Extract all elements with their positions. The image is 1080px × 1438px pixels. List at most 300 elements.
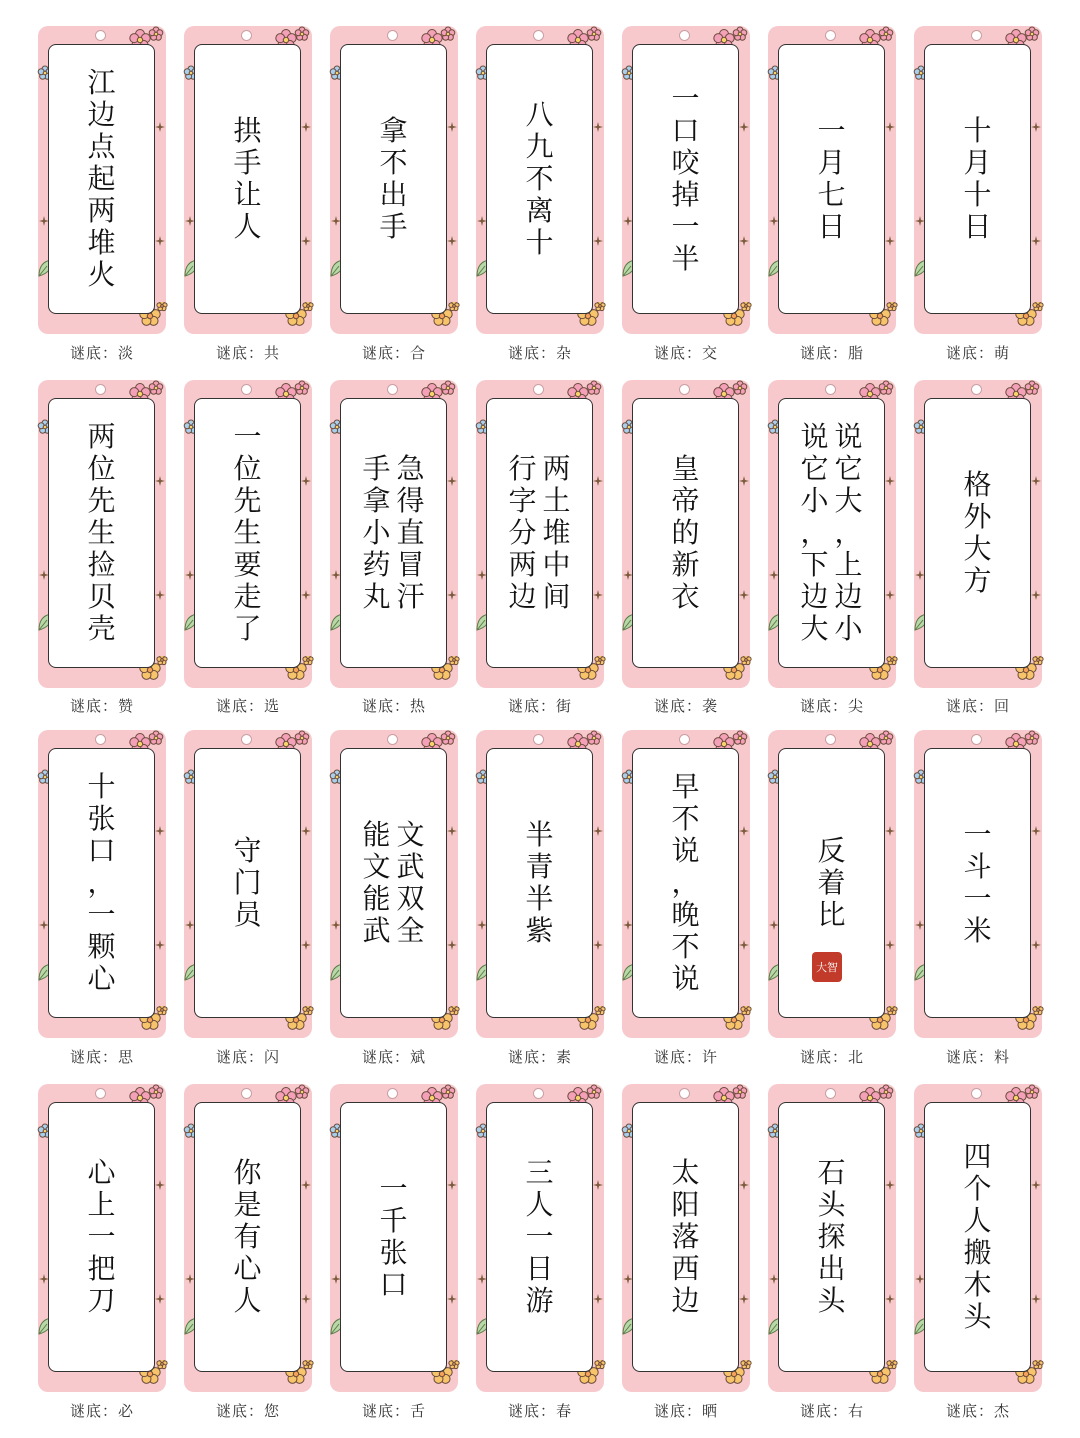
riddle-line [362, 819, 390, 947]
riddle-line [817, 1157, 845, 1317]
sparkle-icon [1031, 476, 1041, 486]
sparkle-icon [301, 1294, 311, 1304]
riddle-line [87, 421, 115, 645]
riddle-char: 张 [379, 1236, 408, 1269]
riddle-char: 游 [525, 1284, 554, 1317]
sparkle-icon [447, 940, 457, 950]
riddle-char: 文 [396, 818, 425, 851]
riddle-line [233, 421, 261, 645]
riddle-card [330, 1084, 458, 1392]
riddle-char: 你 [233, 1156, 262, 1189]
riddle-line [671, 453, 699, 613]
bookmark-hole [679, 1088, 690, 1099]
riddle-char: ， [800, 516, 829, 549]
riddle-answer: 谜底：思 [69, 1048, 134, 1066]
riddle-card [38, 1084, 166, 1392]
sparkle-icon [593, 590, 603, 600]
riddle-char: 守 [233, 834, 262, 867]
sparkle-icon [885, 476, 895, 486]
riddle-char: 小 [834, 612, 863, 645]
riddle-line [233, 1157, 261, 1317]
sparkle-icon [593, 826, 603, 836]
riddle-text-panel [194, 1102, 301, 1372]
riddle-char: 月 [817, 146, 846, 179]
riddle-text-panel [778, 398, 885, 668]
riddle-line [963, 819, 991, 947]
riddle-line [87, 67, 115, 291]
riddle-answer: 谜底：袭 [653, 697, 718, 715]
sparkle-icon [155, 1180, 165, 1190]
riddle-char: 手 [233, 146, 262, 179]
riddle-char: 员 [233, 898, 262, 931]
riddle-char: 的 [671, 516, 700, 549]
riddle-char: 大 [834, 484, 863, 517]
riddle-char: 心 [233, 1252, 262, 1285]
riddle-char: 土 [542, 484, 571, 517]
bookmark-hole [533, 30, 544, 41]
riddle-char: 堆 [542, 516, 571, 549]
sparkle-icon [593, 940, 603, 950]
riddle-char: 要 [233, 548, 262, 581]
sparkle-icon [301, 122, 311, 132]
bookmark-hole [825, 1088, 836, 1099]
riddle-char: 位 [233, 452, 262, 485]
riddle-char: 一 [87, 1220, 116, 1253]
riddle-char: 边 [87, 98, 116, 131]
riddle-card [622, 380, 750, 688]
riddle-char: 日 [525, 1252, 554, 1285]
riddle-char: 手 [362, 452, 391, 485]
riddle-line [671, 771, 699, 995]
sparkle-icon [885, 122, 895, 132]
riddle-char: ， [834, 516, 863, 549]
riddle-char: 一 [87, 898, 116, 931]
riddle-card [768, 730, 896, 1038]
riddle-char: 口 [379, 1268, 408, 1301]
riddle-char: 冒 [396, 548, 425, 581]
riddle-char: 人 [525, 1188, 554, 1221]
riddle-char: 一 [671, 210, 700, 243]
riddle-char: 得 [396, 484, 425, 517]
riddle-char: 新 [671, 548, 700, 581]
bookmark-hole [533, 1088, 544, 1099]
riddle-char: 堆 [87, 226, 116, 259]
sparkle-icon [301, 236, 311, 246]
riddle-char: 半 [525, 882, 554, 915]
riddle-answer: 谜底：许 [653, 1048, 718, 1066]
riddle-char: 日 [963, 210, 992, 243]
riddle-char: 人 [233, 210, 262, 243]
riddle-char: 日 [817, 210, 846, 243]
riddle-char: 头 [817, 1188, 846, 1221]
sparkle-icon [593, 1294, 603, 1304]
riddle-char: 小 [362, 516, 391, 549]
riddle-char: 月 [963, 146, 992, 179]
riddle-char: 药 [362, 548, 391, 581]
riddle-char: 方 [963, 564, 992, 597]
riddle-char: 双 [396, 882, 425, 915]
riddle-card [476, 1084, 604, 1392]
sparkle-icon [155, 476, 165, 486]
riddle-char: 武 [396, 850, 425, 883]
riddle-text-panel [48, 44, 155, 314]
riddle-char: 人 [963, 1204, 992, 1237]
riddle-line [963, 469, 991, 597]
sparkle-icon [885, 940, 895, 950]
riddle-char: 生 [233, 516, 262, 549]
riddle-char: 把 [87, 1252, 116, 1285]
riddle-char: 口 [671, 114, 700, 147]
bookmark-hole [387, 30, 398, 41]
riddle-char: 小 [800, 484, 829, 517]
riddle-answer: 谜底：街 [507, 697, 572, 715]
riddle-card [330, 26, 458, 334]
riddle-char: 衣 [671, 580, 700, 613]
riddle-char: 生 [87, 516, 116, 549]
bookmark-hole [971, 30, 982, 41]
bookmark-hole [825, 30, 836, 41]
riddle-char: 格 [963, 468, 992, 501]
riddle-char: 火 [87, 258, 116, 291]
riddle-char: 七 [817, 178, 846, 211]
riddle-char: 下 [800, 548, 829, 581]
riddle-card [184, 380, 312, 688]
riddle-char: 全 [396, 914, 425, 947]
riddle-line [817, 835, 845, 931]
sparkle-icon [885, 1294, 895, 1304]
riddle-line [87, 771, 115, 995]
riddle-char: 一 [671, 82, 700, 115]
riddle-line [963, 115, 991, 243]
sparkle-icon [155, 236, 165, 246]
riddle-text-panel [48, 398, 155, 668]
sparkle-icon [739, 476, 749, 486]
riddle-char: 咬 [671, 146, 700, 179]
riddle-char: 出 [817, 1252, 846, 1285]
riddle-card [914, 1084, 1042, 1392]
riddle-line [397, 453, 425, 613]
riddle-char: 心 [87, 962, 116, 995]
sparkle-icon [155, 826, 165, 836]
bookmark-hole [533, 734, 544, 745]
riddle-char: 点 [87, 130, 116, 163]
riddle-char: 刀 [87, 1284, 116, 1317]
sparkle-icon [447, 826, 457, 836]
riddle-answer: 谜底：您 [215, 1402, 280, 1420]
riddle-card [768, 380, 896, 688]
riddle-char: 两 [87, 194, 116, 227]
riddle-char: 拿 [362, 484, 391, 517]
riddle-card [622, 730, 750, 1038]
bookmark-hole [971, 734, 982, 745]
riddle-card [914, 26, 1042, 334]
bookmark-hole [533, 384, 544, 395]
riddle-char: 江 [87, 66, 116, 99]
riddle-answer: 谜底：选 [215, 697, 280, 715]
riddle-char: 分 [508, 516, 537, 549]
riddle-char: ， [671, 866, 700, 899]
riddle-char: 不 [671, 930, 700, 963]
riddle-char: 颗 [87, 930, 116, 963]
riddle-char: 一 [963, 882, 992, 915]
riddle-char: 间 [542, 580, 571, 613]
riddle-char: 石 [817, 1156, 846, 1189]
riddle-char: 十 [963, 114, 992, 147]
sparkle-icon [739, 1180, 749, 1190]
riddle-card [768, 26, 896, 334]
riddle-text-panel [778, 1102, 885, 1372]
riddle-answer: 谜底：北 [799, 1048, 864, 1066]
bookmark-hole [241, 30, 252, 41]
riddle-card [184, 730, 312, 1038]
riddle-char: 离 [525, 194, 554, 227]
riddle-char: 阳 [671, 1188, 700, 1221]
riddle-char: 个 [963, 1172, 992, 1205]
sparkle-icon [593, 122, 603, 132]
riddle-char: 说 [671, 962, 700, 995]
riddle-answer: 谜底：回 [945, 697, 1010, 715]
riddle-char: 汗 [396, 580, 425, 613]
riddle-text-panel [924, 44, 1031, 314]
riddle-answer: 谜底：热 [361, 697, 426, 715]
riddle-char: 九 [525, 130, 554, 163]
riddle-card [622, 1084, 750, 1392]
sparkle-icon [1031, 122, 1041, 132]
riddle-char: 手 [379, 210, 408, 243]
sparkle-icon [739, 122, 749, 132]
riddle-answer: 谜底：交 [653, 344, 718, 362]
sparkle-icon [593, 476, 603, 486]
riddle-card [476, 730, 604, 1038]
sparkle-icon [155, 1294, 165, 1304]
bookmark-hole [971, 384, 982, 395]
riddle-answer: 谜底：斌 [361, 1048, 426, 1066]
riddle-line [525, 1157, 553, 1317]
riddle-text-panel [924, 748, 1031, 1018]
sparkle-icon [301, 590, 311, 600]
riddle-char: 说 [671, 834, 700, 867]
riddle-answer: 谜底：右 [799, 1402, 864, 1420]
sparkle-icon [1031, 826, 1041, 836]
riddle-char: 捡 [87, 548, 116, 581]
bookmark-hole [679, 384, 690, 395]
riddle-char: 三 [525, 1156, 554, 1189]
riddle-text-panel [340, 44, 447, 314]
riddle-card [622, 26, 750, 334]
sparkle-icon [301, 940, 311, 950]
riddle-answer: 谜底：尖 [799, 697, 864, 715]
riddle-char: 武 [362, 914, 391, 947]
sparkle-icon [301, 826, 311, 836]
riddle-char: 青 [525, 850, 554, 883]
bookmark-hole [971, 1088, 982, 1099]
riddle-char: 一 [233, 420, 262, 453]
riddle-char: 拱 [233, 114, 262, 147]
riddle-line [671, 83, 699, 275]
riddle-line [963, 1141, 991, 1333]
riddle-char: 十 [87, 770, 116, 803]
riddle-answer: 谜底：闪 [215, 1048, 280, 1066]
riddle-line [835, 421, 863, 645]
riddle-char: 半 [525, 818, 554, 851]
riddle-char: 人 [233, 1284, 262, 1317]
riddle-card [330, 730, 458, 1038]
riddle-char: 皇 [671, 452, 700, 485]
sparkle-icon [739, 1294, 749, 1304]
sparkle-icon [447, 590, 457, 600]
riddle-text-panel [486, 748, 593, 1018]
sparkle-icon [593, 1180, 603, 1190]
riddle-char: 搬 [963, 1236, 992, 1269]
riddle-text-panel [194, 44, 301, 314]
riddle-char: 上 [87, 1188, 116, 1221]
riddle-char: 出 [379, 178, 408, 211]
sparkle-icon [885, 236, 895, 246]
riddle-char: 头 [963, 1300, 992, 1333]
riddle-char: 十 [525, 226, 554, 259]
riddle-line [671, 1157, 699, 1317]
riddle-char: 半 [671, 242, 700, 275]
bookmark-hole [241, 1088, 252, 1099]
sparkle-icon [447, 1294, 457, 1304]
riddle-line [525, 99, 553, 259]
riddle-char: 张 [87, 802, 116, 835]
riddle-text-panel [632, 44, 739, 314]
riddle-char: 急 [396, 452, 425, 485]
riddle-char: 拿 [379, 114, 408, 147]
riddle-char: 能 [362, 818, 391, 851]
sparkle-icon [885, 590, 895, 600]
riddle-card [330, 380, 458, 688]
riddle-card [38, 730, 166, 1038]
sparkle-icon [1031, 940, 1041, 950]
riddle-char: 探 [817, 1220, 846, 1253]
red-seal-stamp: 大智 [812, 952, 842, 982]
riddle-text-panel [632, 1102, 739, 1372]
riddle-card [914, 730, 1042, 1038]
sparkle-icon [155, 122, 165, 132]
riddle-char: 边 [671, 1284, 700, 1317]
riddle-text-panel [48, 748, 155, 1018]
sparkle-icon [447, 1180, 457, 1190]
riddle-char: 让 [233, 178, 262, 211]
riddle-card [768, 1084, 896, 1392]
riddle-char: 有 [233, 1220, 262, 1253]
riddle-line [362, 453, 390, 613]
riddle-text-panel [632, 398, 739, 668]
riddle-char: 是 [233, 1188, 262, 1221]
riddle-line [379, 1173, 407, 1301]
bookmark-hole [679, 734, 690, 745]
riddle-char: 贝 [87, 580, 116, 613]
riddle-answer: 谜底：淡 [69, 344, 134, 362]
riddle-char: 一 [379, 1172, 408, 1205]
riddle-answer: 谜底：合 [361, 344, 426, 362]
riddle-card [184, 1084, 312, 1392]
bookmark-hole [95, 384, 106, 395]
riddle-char: 上 [834, 548, 863, 581]
riddle-char: 位 [87, 452, 116, 485]
riddle-char: 心 [87, 1156, 116, 1189]
riddle-answer: 谜底：萌 [945, 344, 1010, 362]
riddle-char: 起 [87, 162, 116, 195]
riddle-char: 先 [87, 484, 116, 517]
riddle-text-panel [486, 1102, 593, 1372]
riddle-card [38, 380, 166, 688]
riddle-answer: 谜底：料 [945, 1048, 1010, 1066]
sparkle-icon [885, 1180, 895, 1190]
riddle-char: 能 [362, 882, 391, 915]
riddle-char: 头 [817, 1284, 846, 1317]
riddle-char: 帝 [671, 484, 700, 517]
riddle-char: 行 [508, 452, 537, 485]
riddle-char: 说 [800, 420, 829, 453]
riddle-char: 大 [963, 532, 992, 565]
sparkle-icon [155, 940, 165, 950]
riddle-char: 掉 [671, 178, 700, 211]
riddle-char: 文 [362, 850, 391, 883]
riddle-line [233, 835, 261, 931]
riddle-char: ， [87, 866, 116, 899]
riddle-card [914, 380, 1042, 688]
riddle-char: 不 [671, 802, 700, 835]
riddle-answer: 谜底：晒 [653, 1402, 718, 1420]
riddle-char: 两 [508, 548, 537, 581]
riddle-char: 走 [233, 580, 262, 613]
riddle-char: 太 [671, 1156, 700, 1189]
riddle-char: 外 [963, 500, 992, 533]
sparkle-icon [301, 476, 311, 486]
riddle-char: 一 [525, 1220, 554, 1253]
riddle-char: 边 [800, 580, 829, 613]
sparkle-icon [739, 940, 749, 950]
sparkle-icon [739, 590, 749, 600]
riddle-char: 十 [963, 178, 992, 211]
sparkle-icon [1031, 1180, 1041, 1190]
riddle-text-panel [340, 748, 447, 1018]
riddle-card [184, 26, 312, 334]
sparkle-icon [593, 236, 603, 246]
sparkle-icon [301, 1180, 311, 1190]
riddle-line [800, 421, 828, 645]
riddle-text-panel [924, 398, 1031, 668]
riddle-text-panel [632, 748, 739, 1018]
riddle-line [525, 819, 553, 947]
riddle-char: 口 [87, 834, 116, 867]
riddle-answer: 谜底：必 [69, 1402, 134, 1420]
riddle-char: 壳 [87, 612, 116, 645]
riddle-line [543, 453, 571, 613]
riddle-answer: 谜底：赞 [69, 697, 134, 715]
riddle-card [476, 380, 604, 688]
bookmark-hole [387, 1088, 398, 1099]
riddle-char: 落 [671, 1220, 700, 1253]
riddle-text-panel [486, 44, 593, 314]
riddle-text-panel [194, 748, 301, 1018]
riddle-line [87, 1157, 115, 1317]
riddle-char: 晚 [671, 898, 700, 931]
riddle-char: 它 [800, 452, 829, 485]
riddle-text-panel [48, 1102, 155, 1372]
riddle-answer: 谜底：杰 [945, 1402, 1010, 1420]
bookmark-hole [825, 384, 836, 395]
sparkle-icon [155, 590, 165, 600]
riddle-line [397, 819, 425, 947]
riddle-char: 四 [963, 1140, 992, 1173]
sparkle-icon [447, 236, 457, 246]
riddle-char: 八 [525, 98, 554, 131]
bookmark-hole [95, 734, 106, 745]
